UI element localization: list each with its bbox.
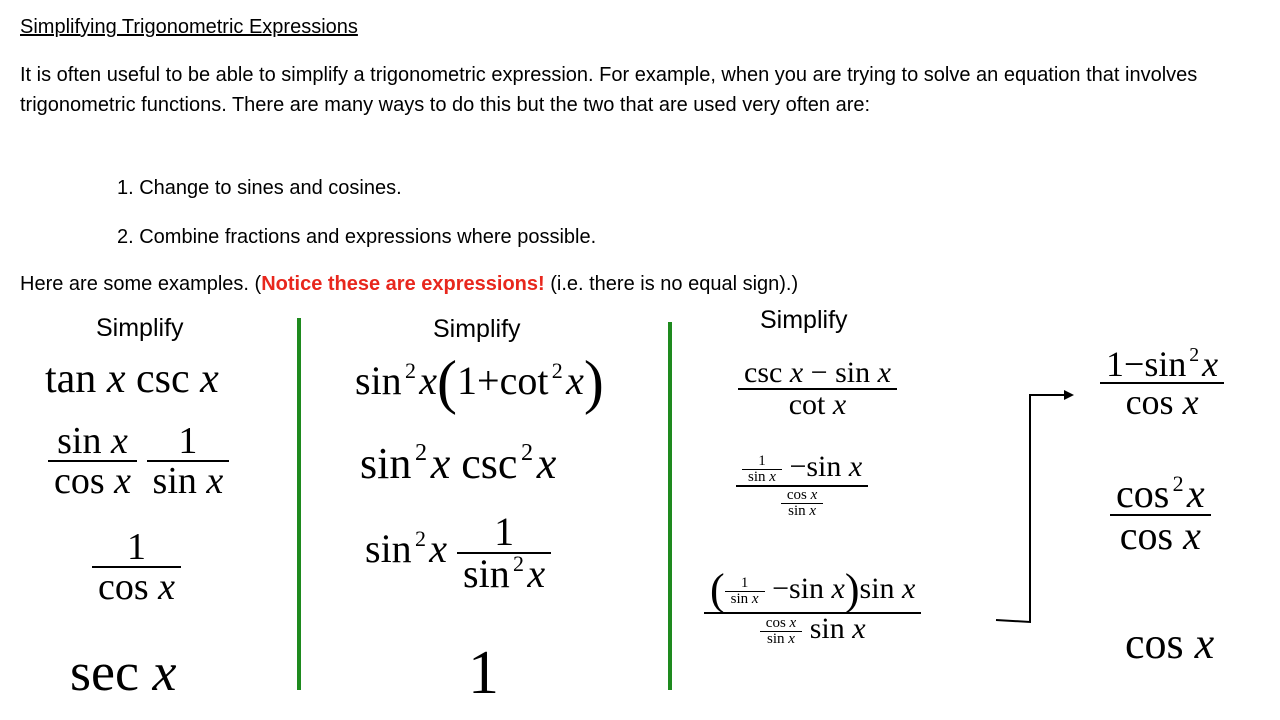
column-2-heading: Simplify — [433, 315, 521, 343]
col1-step3: $\frac{1}{\text{cos x}}$ — [92, 528, 181, 606]
col3-step3: ( $\frac{1}{\text{sin x}}$ −sin x)sin x $\frac{\text{cos x}}{\text{sin x}}$ sin x — [704, 568, 921, 647]
column-1-heading: Simplify — [96, 314, 184, 342]
col2-step1: sin $^2$x(1+cot $^2$x) — [355, 349, 604, 415]
examples-intro-after: (i.e. there is no equal sign).) — [544, 273, 799, 295]
col4-step1: $\frac{1-\sin ^2x}{\text{cos x}}$ — [1100, 346, 1224, 420]
col2-step3: sin $^2$x $\frac{1}{\sin ^2x}$ — [365, 512, 551, 594]
step-2: 2. Combine fractions and expressions where possible. — [117, 226, 597, 248]
intro-paragraph: It is often useful to be able to simplify a trigonometric expression. For example, when you are trying to solve an equation that involves trigonometric functions. There are many ways to do this but the two that are used very often are: — [20, 64, 1198, 116]
examples-intro — [20, 269, 798, 299]
continuation-arrow — [990, 380, 1080, 630]
col4-step2: $\frac{\cos ^2x}{\text{cos x}}$ — [1110, 474, 1211, 556]
divider-2 — [668, 322, 672, 690]
col3-step1: $\frac{\text{csc x − sin x}}{\text{cot x}}$ — [738, 358, 897, 420]
page-title: Simplifying Trigonometric Expressions — [20, 16, 358, 38]
divider-1 — [297, 318, 301, 690]
col2-result: 1 — [468, 639, 499, 707]
col1-result: sec x — [70, 642, 177, 702]
col1-step1: tan x csc x — [45, 356, 219, 402]
col4-result: cos x — [1125, 619, 1215, 668]
column-3-heading: Simplify — [760, 306, 848, 334]
col3-step2: $\frac{1}{\text{sin x}}$ −sin x $\frac{\text{cos x}}{\text{sin x}}$ — [736, 452, 868, 519]
examples-intro-highlight: Notice these are expressions! — [261, 273, 545, 295]
col1-step2: $\frac{\text{sin x}}{\text{cos x}}$ $\frac{1}{\text{sin x}}$ — [48, 422, 229, 500]
examples-intro-before: Here are some examples. ( — [20, 273, 262, 295]
step-1: 1. Change to sines and cosines. — [117, 177, 402, 199]
col2-step2: sin $^2$x csc $^2$x — [360, 438, 557, 488]
